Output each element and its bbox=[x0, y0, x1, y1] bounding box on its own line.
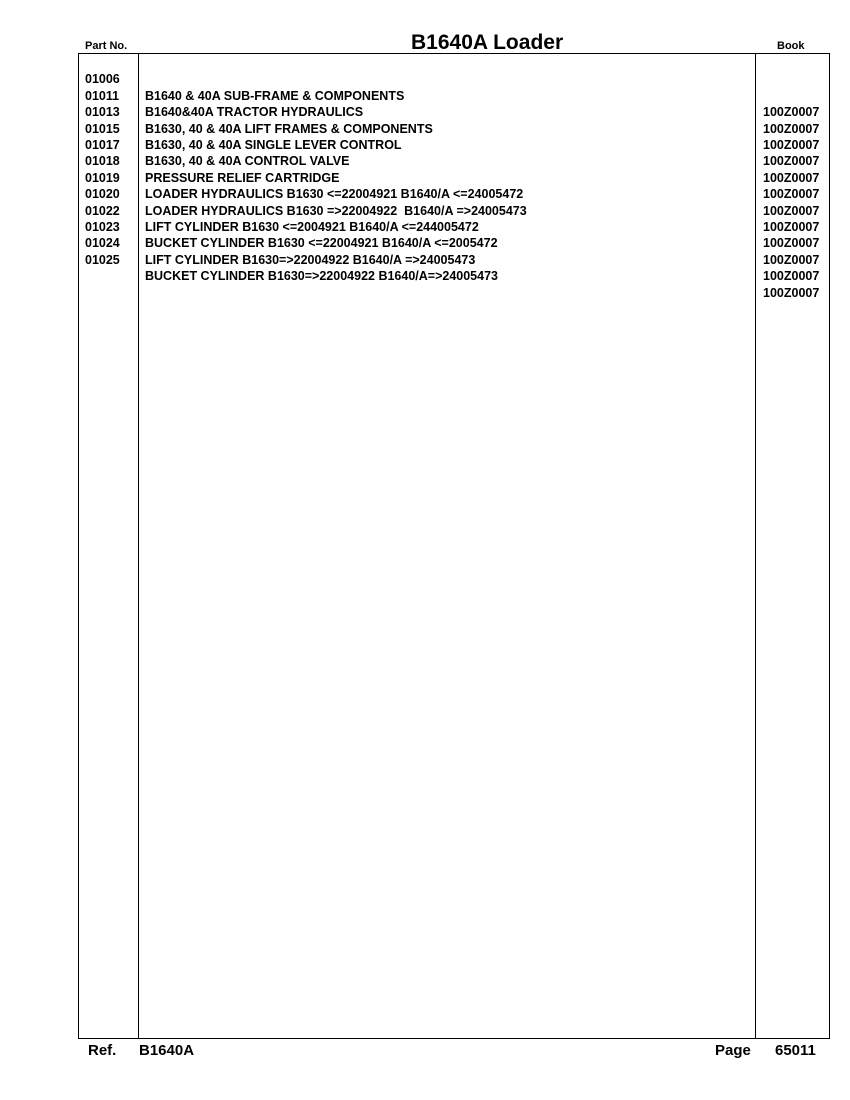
part-description: B1630, 40 & 40A CONTROL VALVE bbox=[145, 154, 350, 169]
book-header: Book bbox=[777, 40, 805, 52]
part-number: 01013 bbox=[85, 105, 120, 120]
part-description: LIFT CYLINDER B1630 <=2004921 B1640/A <=244005472 bbox=[145, 219, 479, 234]
book-number: 100Z0007 bbox=[763, 285, 820, 300]
part-number: 01018 bbox=[85, 154, 120, 169]
part-number: 01006 bbox=[85, 72, 120, 87]
page-label: Page bbox=[715, 1042, 751, 1059]
book-number: 100Z0007 bbox=[763, 219, 820, 234]
part-description: LOADER HYDRAULICS B1630 =>22004922 B1640/A =>24005473 bbox=[145, 203, 527, 218]
ref-label: Ref. bbox=[88, 1042, 117, 1059]
book-number: 100Z0007 bbox=[763, 138, 820, 152]
part-no-header: Part No. bbox=[85, 40, 128, 52]
part-description: LOADER HYDRAULICS B1630 <=22004921 B1640/A <=24005472 bbox=[145, 187, 524, 202]
part-description: B1640&40A TRACTOR HYDRAULICS bbox=[145, 105, 364, 120]
book-number: 100Z0007 bbox=[763, 170, 820, 185]
part-description: BUCKET CYLINDER B1630 <=22004921 B1640/A <=2005472 bbox=[145, 236, 498, 251]
part-number: 01025 bbox=[85, 252, 120, 267]
part-description: B1630, 40 & 40A SINGLE LEVER CONTROL bbox=[145, 137, 402, 152]
book-number: 100Z0007 bbox=[763, 105, 820, 120]
page-number: 65011 bbox=[775, 1042, 816, 1059]
parts-list bbox=[0, 55, 850, 300]
part-number: 01022 bbox=[85, 203, 120, 218]
part-number: 01019 bbox=[85, 170, 120, 185]
ref-value: B1640A bbox=[139, 1042, 195, 1059]
part-description: PRESSURE RELIEF CARTRIDGE bbox=[145, 170, 340, 185]
book-number: 100Z0007 bbox=[763, 154, 820, 169]
book-number: 100Z0007 bbox=[763, 252, 820, 267]
part-description: LIFT CYLINDER B1630=>22004922 B1640/A =>24005473 bbox=[145, 252, 476, 267]
book-number: 100Z0007 bbox=[763, 121, 820, 136]
part-number: 01020 bbox=[85, 187, 120, 202]
book-number: 100Z0007 bbox=[763, 236, 820, 251]
part-number: 01024 bbox=[85, 236, 120, 251]
part-description: B1640 & 40A SUB-FRAME & COMPONENTS bbox=[145, 88, 405, 103]
page-title: B1640A Loader bbox=[411, 31, 564, 54]
book-number: 100Z0007 bbox=[763, 187, 820, 202]
book-number: 100Z0007 bbox=[763, 269, 820, 284]
part-number: 01023 bbox=[85, 219, 120, 234]
book-number: 100Z0007 bbox=[763, 203, 820, 218]
part-number: 01015 bbox=[85, 121, 120, 136]
part-description: BUCKET CYLINDER B1630=>22004922 B1640/A=>24005473 bbox=[145, 269, 498, 284]
part-number: 01011 bbox=[85, 88, 120, 103]
part-description: B1630, 40 & 40A LIFT FRAMES & COMPONENTS bbox=[145, 121, 433, 136]
part-number: 01017 bbox=[85, 137, 120, 152]
